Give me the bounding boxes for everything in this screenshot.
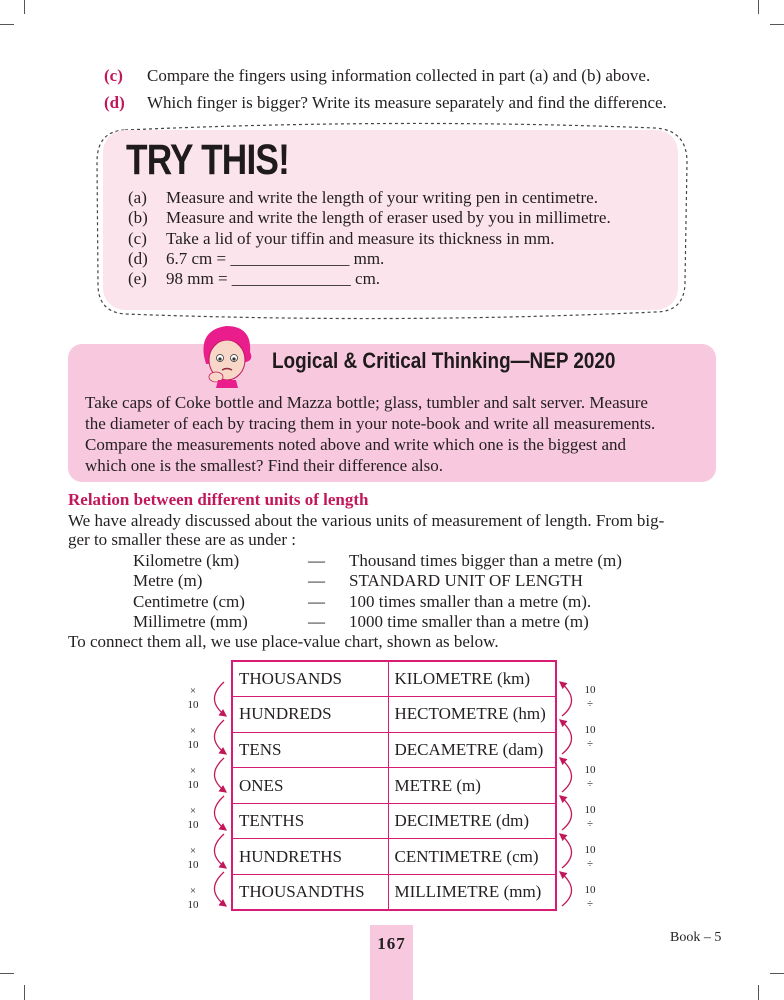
book-label: Book – 5 xyxy=(670,930,722,945)
place-cell: TENS xyxy=(232,732,388,768)
multiply-number: 10 xyxy=(187,859,199,871)
unit-name: Metre (m) xyxy=(133,571,203,590)
try-item: (b) Measure and write the length of eraser used by you in millimetre. xyxy=(128,208,611,227)
divide-sign: ÷ xyxy=(586,738,594,750)
nep-line: which one is the smallest? Find their difference also. xyxy=(85,456,444,475)
unit-dash: — xyxy=(308,592,325,611)
divide-number: 10 xyxy=(584,764,596,776)
unit-cell: MILLIMETRE (mm) xyxy=(388,875,556,911)
place-cell: ONES xyxy=(232,768,388,804)
section-heading: Relation between different units of length xyxy=(68,490,369,509)
multiply-number: 10 xyxy=(187,699,199,711)
unit-desc: 1000 time smaller than a metre (m) xyxy=(349,612,589,631)
divide-number: 10 xyxy=(584,804,596,816)
nep-title: Logical & Critical Thinking—NEP 2020 xyxy=(272,348,616,373)
divide-sign: ÷ xyxy=(586,698,594,710)
divide-sign: ÷ xyxy=(586,898,594,910)
unit-dash: — xyxy=(308,551,325,570)
try-item: (a) Measure and write the length of your writing pen in centimetre. xyxy=(128,188,598,207)
multiply-number: 10 xyxy=(187,739,199,751)
unit-name: Centimetre (cm) xyxy=(133,592,245,611)
divide-sign: ÷ xyxy=(586,858,594,870)
nep-line: Take caps of Coke bottle and Mazza bottle; glass, tumbler and salt server. Measure xyxy=(85,393,648,412)
connect-line: To connect them all, we use place-value chart, shown as below. xyxy=(68,632,499,651)
nep-line: Compare the measurements noted above and write which one is the biggest and xyxy=(85,435,627,454)
unit-name: Millimetre (mm) xyxy=(133,612,248,631)
divide-sign: ÷ xyxy=(586,818,594,830)
divide-number: 10 xyxy=(584,724,596,736)
page-number: 167 xyxy=(377,934,406,953)
place-cell: HUNDRETHS xyxy=(232,839,388,875)
place-cell: HUNDREDS xyxy=(232,697,388,733)
place-cell: THOUSANDS xyxy=(232,661,388,697)
unit-dash: — xyxy=(308,571,325,590)
multiply-sign: × xyxy=(189,845,197,857)
unit-cell: CENTIMETRE (cm) xyxy=(388,839,556,875)
intro-line: ger to smaller these are as under : xyxy=(68,530,296,549)
divide-sign: ÷ xyxy=(586,778,594,790)
question-label: (d) xyxy=(104,93,125,112)
multiply-number: 10 xyxy=(187,819,199,831)
place-cell: TENTHS xyxy=(232,803,388,839)
unit-cell: HECTOMETRE (hm) xyxy=(388,697,556,733)
divide-number: 10 xyxy=(584,884,596,896)
divide-number: 10 xyxy=(584,684,596,696)
multiply-sign: × xyxy=(189,685,197,697)
unit-dash: — xyxy=(308,612,325,631)
question-text: Which finger is bigger? Write its measure separately and find the difference. xyxy=(147,93,667,112)
question-text: Compare the fingers using information collected in part (a) and (b) above. xyxy=(147,66,651,85)
unit-cell: METRE (m) xyxy=(388,768,556,804)
multiply-sign: × xyxy=(189,805,197,817)
multiply-sign: × xyxy=(189,885,197,897)
question-label: (c) xyxy=(104,66,123,85)
unit-cell: DECIMETRE (dm) xyxy=(388,803,556,839)
unit-desc: Thousand times bigger than a metre (m) xyxy=(349,551,622,570)
try-item: (c) Take a lid of your tiffin and measure its thickness in mm. xyxy=(128,229,555,248)
unit-cell: KILOMETRE (km) xyxy=(388,661,556,697)
intro-line: We have already discussed about the various units of measurement of length. From big- xyxy=(68,511,665,530)
multiply-number: 10 xyxy=(187,899,199,911)
unit-desc: STANDARD UNIT OF LENGTH xyxy=(349,571,583,590)
try-this-title: TRY THIS! xyxy=(126,136,290,184)
divide-number: 10 xyxy=(584,844,596,856)
multiply-sign: × xyxy=(189,725,197,737)
try-item: (e) 98 mm = ______________ cm. xyxy=(128,269,381,288)
place-cell: THOUSANDTHS xyxy=(232,875,388,911)
multiply-sign: × xyxy=(189,765,197,777)
multiply-number: 10 xyxy=(187,779,199,791)
nep-line: the diameter of each by tracing them in your note-book and write all measurements. xyxy=(85,414,656,433)
unit-desc: 100 times smaller than a metre (m). xyxy=(349,592,592,611)
unit-cell: DECAMETRE (dam) xyxy=(388,732,556,768)
try-item: (d) 6.7 cm = ______________ mm. xyxy=(128,249,385,268)
unit-name: Kilometre (km) xyxy=(133,551,240,570)
